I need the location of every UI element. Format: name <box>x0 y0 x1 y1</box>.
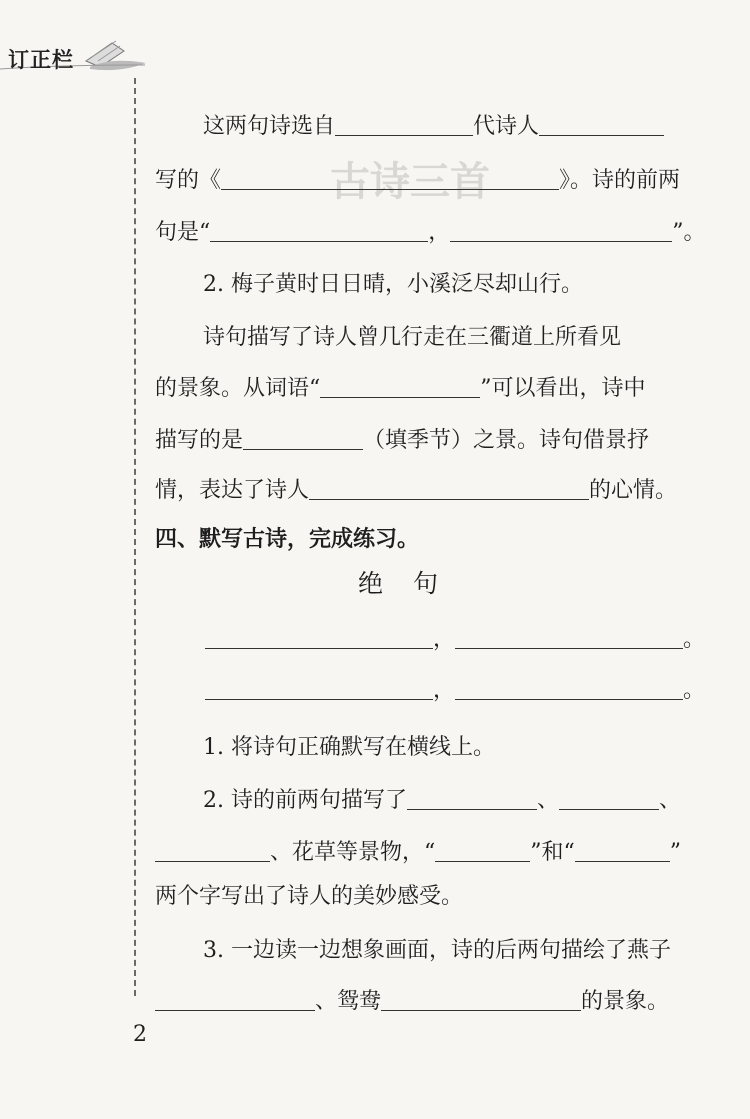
answer-blank[interactable] <box>455 677 683 700</box>
correction-column-label: 订正栏 <box>8 48 74 72</box>
answer-blank[interactable] <box>435 839 530 862</box>
text-segment: 、花草等景物，“ <box>270 840 436 865</box>
answer-blank[interactable] <box>243 427 363 450</box>
answer-blank[interactable] <box>559 787 659 810</box>
text-segment: 》。诗的前两 <box>559 168 681 193</box>
answer-blank[interactable] <box>155 988 315 1011</box>
punctuation: 。 <box>683 627 706 652</box>
section-heading: 四、默写古诗，完成练习。 <box>155 527 420 552</box>
answer-blank[interactable] <box>205 626 433 649</box>
answer-blank[interactable] <box>335 113 473 136</box>
text-segment: （填季节）之景。诗句借景抒 <box>363 428 650 453</box>
exercise-line: 两个字写出了诗人的美妙感受。 <box>155 884 464 909</box>
text-segment: 句是“ <box>155 220 211 245</box>
poem-line <box>205 625 705 655</box>
exercise-line <box>155 838 681 868</box>
answer-blank[interactable] <box>575 839 670 862</box>
text-segment: 代诗人 <box>473 114 540 139</box>
text-line <box>155 374 646 404</box>
text-segment: 的景象。 <box>581 989 670 1014</box>
poem-quote-line: 2. 梅子黄时日日晴，小溪泛尽却山行。 <box>203 272 583 297</box>
page-number: 2 <box>133 1022 147 1047</box>
text-segment: ”。 <box>672 220 706 245</box>
answer-blank[interactable] <box>455 626 683 649</box>
answer-blank[interactable] <box>155 839 270 862</box>
punctuation: ， <box>433 678 456 703</box>
text-segment: 、 <box>659 788 682 813</box>
poem-title: 绝句 <box>358 569 469 598</box>
text-segment: ”和“ <box>530 840 575 865</box>
text-line <box>155 476 677 506</box>
text-segment: 的心情。 <box>589 478 678 503</box>
text-segment: 、鸳鸯 <box>315 989 382 1014</box>
margin-dashed-line <box>134 78 136 996</box>
poem-line <box>205 676 705 706</box>
answer-blank[interactable] <box>407 787 537 810</box>
punctuation: ， <box>433 627 456 652</box>
exercise-line <box>155 987 669 1017</box>
text-segment: ” <box>669 840 681 865</box>
answer-blank[interactable] <box>221 167 559 190</box>
text-line <box>155 218 706 248</box>
text-line <box>203 112 664 142</box>
answer-blank[interactable] <box>210 219 428 242</box>
punctuation: 。 <box>683 678 706 703</box>
exercise-item: 1. 将诗句正确默写在横线上。 <box>203 735 495 760</box>
text-line <box>155 166 680 196</box>
text-segment: ， <box>428 220 451 245</box>
exercise-item <box>203 786 681 816</box>
text-segment: 的景象。从词语“ <box>155 376 321 401</box>
exercise-item: 3. 一边读一边想象画面，诗的后两句描绘了燕子 <box>203 938 671 963</box>
text-segment: 情，表达了诗人 <box>155 478 310 503</box>
text-segment: 、 <box>536 788 559 813</box>
text-line: 诗句描写了诗人曾几行走在三衢道上所看见 <box>203 325 622 350</box>
answer-blank[interactable] <box>450 219 672 242</box>
text-segment: 这两句诗选自 <box>203 114 336 139</box>
answer-blank[interactable] <box>205 677 433 700</box>
text-segment: ”可以看出，诗中 <box>480 376 646 401</box>
text-segment: 2. 诗的前两句描写了 <box>203 788 407 813</box>
answer-blank[interactable] <box>381 988 581 1011</box>
text-segment: 写的《 <box>155 168 222 193</box>
answer-blank[interactable] <box>309 477 589 500</box>
text-segment: 描写的是 <box>155 428 244 453</box>
answer-blank[interactable] <box>320 375 480 398</box>
text-line <box>155 426 649 456</box>
answer-blank[interactable] <box>539 113 664 136</box>
bleed-through-text: 古诗三首 <box>330 158 490 205</box>
